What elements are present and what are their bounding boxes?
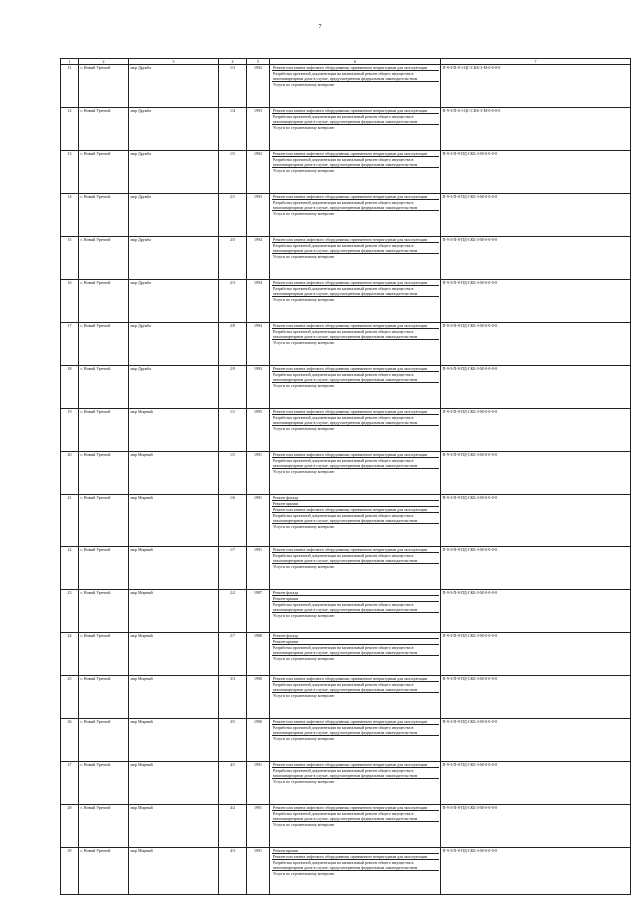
work-item: Разработка проектной документации на капитальный ремонт общего имущества в многоквартирном доме в случае, предусмотренном федеральным законодательством (272, 243, 439, 254)
row-number: 29 (61, 848, 79, 895)
district-cell: мкр Мирный (129, 848, 219, 895)
code-cell: П-9-3-П-8-ПД-СКБ-3-М-0-0-0-0 (441, 366, 631, 409)
work-item: Разработка проектной документации на капитальный ремонт общего имущества в многоквартирном доме в случае, предусмотренном федеральным законодательством (272, 553, 439, 564)
works-cell (270, 452, 441, 495)
work-item: Разработка проектной документации на капитальный ремонт общего имущества в многоквартирном доме в случае, предусмотренном федеральным законодательством (272, 372, 439, 383)
column-number: 3 (129, 59, 219, 65)
table-row (61, 452, 631, 495)
work-item: Услуги по строительному контролю (273, 524, 335, 529)
code-cell: П-9-3-П-8-ПД-СКБ-3-М-0-0-0-0 (441, 409, 631, 452)
code-cell: П-9-3-П-8-1-ЦС-СКБ-3-М-0-0-0-0 (441, 65, 631, 108)
house-number-cell: 3/5 (219, 719, 247, 762)
year-cell: 1988 (247, 633, 270, 676)
works-cell (270, 676, 441, 719)
year-cell: 1993 (247, 194, 270, 237)
row-number: 18 (61, 366, 79, 409)
works-cell (270, 762, 441, 805)
works-cell (270, 633, 441, 676)
work-item: Разработка проектной документации на капитальный ремонт общего имущества в многоквартирном доме в случае, предусмотренном федеральным законодательством (272, 286, 439, 297)
year-cell: 1995 (247, 409, 270, 452)
code-cell: П-9-3-П-8-ПД-СКБ-3-М-0-0-0-0 (441, 633, 631, 676)
district-cell: мкр Дружба (129, 65, 219, 108)
works-cell (270, 547, 441, 590)
work-item: Услуги по строительному контролю (273, 736, 335, 741)
work-item: Разработка проектной документации на капитальный ремонт общего имущества в многоквартирном доме в случае, предусмотренном федеральным законодательством (272, 768, 439, 779)
year-cell: 1990 (247, 719, 270, 762)
house-number-cell: 1/5 (219, 452, 247, 495)
table-row (61, 719, 631, 762)
work-item: Разработка проектной документации на капитальный ремонт общего имущества в многоквартирном доме в случае, предусмотренном федеральным законодательством (272, 811, 439, 822)
work-item: Ремонт или замена лифтового оборудования, признанного непригодным для эксплуатации (272, 323, 439, 329)
year-cell: 1991 (247, 547, 270, 590)
column-number: 1 (61, 59, 79, 65)
district-cell: мкр Мирный (129, 409, 219, 452)
column-number: 6 (270, 59, 441, 65)
work-item: Ремонт или замена лифтового оборудования, признанного непригодным для эксплуатации (272, 194, 439, 200)
work-item: Услуги по строительному контролю (273, 297, 335, 302)
work-item: Разработка проектной документации на капитальный ремонт общего имущества в многоквартирном доме в случае, предусмотренном федеральным законодательством (272, 71, 439, 82)
table-row (61, 633, 631, 676)
year-cell: 1991 (247, 805, 270, 848)
work-item: Ремонт или замена лифтового оборудования, признанного непригодным для эксплуатации (272, 507, 439, 513)
row-number: 12 (61, 108, 79, 151)
city-cell: г. Новый Уренгой (79, 719, 129, 762)
house-number-cell: 2/8 (219, 323, 247, 366)
house-number-cell: 2/9 (219, 366, 247, 409)
year-cell: 1990 (247, 676, 270, 719)
row-number: 27 (61, 762, 79, 805)
code-cell: П-9-3-П-8-ПД-СКБ-3-М-0-0-0-0 (441, 590, 631, 633)
table-row (61, 194, 631, 237)
work-item: Ремонт или замена лифтового оборудования, признанного непригодным для эксплуатации (272, 854, 439, 860)
row-number: 21 (61, 495, 79, 547)
city-cell: г. Новый Уренгой (79, 452, 129, 495)
work-item: Ремонт или замена лифтового оборудования, признанного непригодным для эксплуатации (272, 280, 439, 286)
district-cell: мкр Дружба (129, 366, 219, 409)
works-cell (270, 848, 441, 895)
code-cell: П-9-3-П-8-1-ЦС-СКБ-3-М-0-0-0-0 (441, 108, 631, 151)
row-number: 16 (61, 280, 79, 323)
city-cell: г. Новый Уренгой (79, 194, 129, 237)
work-item: Разработка проектной документации на капитальный ремонт общего имущества в многоквартирном доме в случае, предусмотренном федеральным законодательством (272, 602, 439, 613)
column-number: 5 (247, 59, 270, 65)
works-cell (270, 108, 441, 151)
row-number: 24 (61, 633, 79, 676)
house-number-cell: 3/3 (219, 676, 247, 719)
work-item: Ремонт крыши (272, 596, 439, 602)
work-item: Ремонт или замена лифтового оборудования, признанного непригодным для эксплуатации (272, 452, 439, 458)
district-cell: мкр Дружба (129, 280, 219, 323)
row-number: 25 (61, 676, 79, 719)
table-row (61, 409, 631, 452)
work-item: Разработка проектной документации на капитальный ремонт общего имущества в многоквартирном доме в случае, предусмотренном федеральным законодательством (272, 860, 439, 871)
work-item: Ремонт или замена лифтового оборудования, признанного непригодным для эксплуатации (272, 719, 439, 725)
row-number: 20 (61, 452, 79, 495)
work-item: Услуги по строительному контролю (273, 125, 335, 130)
district-cell: мкр Дружба (129, 108, 219, 151)
works-cell (270, 495, 441, 547)
table-row (61, 280, 631, 323)
row-number: 13 (61, 151, 79, 194)
code-cell: П-9-3-П-8-ПД-СКБ-3-М-0-0-0-0 (441, 848, 631, 895)
work-item: Услуги по строительному контролю (273, 254, 335, 259)
table-body (61, 65, 631, 895)
work-item: Ремонт или замена лифтового оборудования, признанного непригодным для эксплуатации (272, 409, 439, 415)
row-number: 26 (61, 719, 79, 762)
table-row (61, 848, 631, 895)
district-cell: мкр Мирный (129, 805, 219, 848)
works-cell (270, 280, 441, 323)
year-cell: 1991 (247, 762, 270, 805)
house-number-cell: 1/5 (219, 151, 247, 194)
work-item: Услуги по строительному контролю (273, 383, 335, 388)
works-cell (270, 590, 441, 633)
works-cell (270, 805, 441, 848)
house-number-cell: 1/4 (219, 108, 247, 151)
work-item: Разработка проектной документации на капитальный ремонт общего имущества в многоквартирном доме в случае, предусмотренном федеральным законодательством (272, 458, 439, 469)
works-cell (270, 151, 441, 194)
work-item: Услуги по строительному контролю (273, 693, 335, 698)
column-number: 7 (441, 59, 631, 65)
work-item: Разработка проектной документации на капитальный ремонт общего имущества в многоквартирном доме в случае, предусмотренном федеральным законодательством (272, 682, 439, 693)
work-item: Разработка проектной документации на капитальный ремонт общего имущества в многоквартирном доме в случае, предусмотренном федеральным законодательством (272, 725, 439, 736)
district-cell: мкр Дружба (129, 194, 219, 237)
year-cell: 1991 (247, 495, 270, 547)
work-item: Услуги по строительному контролю (273, 564, 335, 569)
work-item: Услуги по строительному контролю (273, 822, 335, 827)
works-cell (270, 237, 441, 280)
code-cell: П-9-3-П-8-ПД-СКБ-3-М-0-0-0-0 (441, 547, 631, 590)
work-item: Услуги по строительному контролю (273, 211, 335, 216)
district-cell: мкр Дружба (129, 237, 219, 280)
table-row (61, 762, 631, 805)
city-cell: г. Новый Уренгой (79, 590, 129, 633)
page-number: 7 (318, 24, 322, 30)
work-item: Ремонт крыши (272, 501, 439, 507)
city-cell: г. Новый Уренгой (79, 237, 129, 280)
district-cell: мкр Мирный (129, 719, 219, 762)
work-item: Ремонт или замена лифтового оборудования, признанного непригодным для эксплуатации (272, 547, 439, 553)
work-item: Ремонт крыши (272, 639, 439, 645)
table-row (61, 805, 631, 848)
column-number: 2 (79, 59, 129, 65)
house-number-cell: 1/3 (219, 65, 247, 108)
row-number: 28 (61, 805, 79, 848)
year-cell: 1994 (247, 280, 270, 323)
district-cell: мкр Дружба (129, 151, 219, 194)
work-item: Услуги по строительному контролю (273, 871, 335, 876)
house-number-cell: 2/2 (219, 590, 247, 633)
house-number-cell: 4/3 (219, 848, 247, 895)
code-cell: П-9-3-П-8-ПД-СКБ-3-М-0-0-0-0 (441, 194, 631, 237)
work-item: Разработка проектной документации на капитальный ремонт общего имущества в многоквартирном доме в случае, предусмотренном федеральным законодательством (272, 114, 439, 125)
year-cell: 1991 (247, 848, 270, 895)
works-cell (270, 366, 441, 409)
code-cell: П-9-3-П-8-ПД-СКБ-3-М-0-0-0-0 (441, 495, 631, 547)
table-row (61, 495, 631, 547)
work-item: Услуги по строительному контролю (273, 656, 335, 661)
work-item: Ремонт или замена лифтового оборудования, признанного непригодным для эксплуатации (272, 108, 439, 114)
city-cell: г. Новый Уренгой (79, 676, 129, 719)
table-row (61, 65, 631, 108)
year-cell: 1991 (247, 452, 270, 495)
row-number: 17 (61, 323, 79, 366)
code-cell: П-9-3-П-8-ПД-СКБ-3-М-0-0-0-0 (441, 805, 631, 848)
year-cell: 1994 (247, 237, 270, 280)
house-number-cell: 4/1 (219, 762, 247, 805)
work-item: Разработка проектной документации на капитальный ремонт общего имущества в многоквартирном доме в случае, предусмотренном федеральным законодательством (272, 513, 439, 524)
year-cell: 1994 (247, 323, 270, 366)
city-cell: г. Новый Уренгой (79, 633, 129, 676)
city-cell: г. Новый Уренгой (79, 762, 129, 805)
works-cell (270, 719, 441, 762)
table-row (61, 366, 631, 409)
table-row (61, 590, 631, 633)
city-cell: г. Новый Уренгой (79, 65, 129, 108)
work-item: Ремонт или замена лифтового оборудования, признанного непригодным для эксплуатации (272, 762, 439, 768)
city-cell: г. Новый Уренгой (79, 409, 129, 452)
work-item: Услуги по строительному контролю (273, 779, 335, 784)
work-item: Ремонт или замена лифтового оборудования, признанного непригодным для эксплуатации (272, 65, 439, 71)
code-cell: П-9-3-П-8-ПД-СКБ-3-М-0-0-0-0 (441, 676, 631, 719)
row-number: 11 (61, 65, 79, 108)
code-cell: П-9-3-П-8-ПД-СКБ-3-М-0-0-0-0 (441, 237, 631, 280)
table-row (61, 108, 631, 151)
house-number-cell: 2/1 (219, 194, 247, 237)
row-number: 19 (61, 409, 79, 452)
district-cell: мкр Мирный (129, 633, 219, 676)
house-number-cell: 4/2 (219, 805, 247, 848)
works-cell (270, 194, 441, 237)
work-item: Услуги по строительному контролю (273, 340, 335, 345)
work-item: Услуги по строительному контролю (273, 469, 335, 474)
table-row (61, 151, 631, 194)
work-item: Ремонт или замена лифтового оборудования, признанного непригодным для эксплуатации (272, 151, 439, 157)
work-item: Разработка проектной документации на капитальный ремонт общего имущества в многоквартирном доме в случае, предусмотренном федеральным законодательством (272, 200, 439, 211)
district-cell: мкр Мирный (129, 676, 219, 719)
work-item: Услуги по строительному контролю (273, 613, 335, 618)
code-cell: П-9-3-П-8-ПД-СКБ-3-М-0-0-0-0 (441, 762, 631, 805)
district-cell: мкр Мирный (129, 547, 219, 590)
code-cell: П-9-3-П-8-ПД-СКБ-3-М-0-0-0-0 (441, 719, 631, 762)
code-cell: П-9-3-П-8-ПД-СКБ-3-М-0-0-0-0 (441, 151, 631, 194)
code-cell: П-9-3-П-8-ПД-СКБ-3-М-0-0-0-0 (441, 452, 631, 495)
work-item: Разработка проектной документации на капитальный ремонт общего имущества в многоквартирном доме в случае, предусмотренном федеральным законодательством (272, 157, 439, 168)
repair-register-table (60, 58, 631, 895)
code-cell: П-9-3-П-8-ПД-СКБ-3-М-0-0-0-0 (441, 280, 631, 323)
row-number: 14 (61, 194, 79, 237)
work-item: Ремонт или замена лифтового оборудования, признанного непригодным для эксплуатации (272, 237, 439, 243)
work-item: Ремонт или замена лифтового оборудования, признанного непригодным для эксплуатации (272, 676, 439, 682)
city-cell: г. Новый Уренгой (79, 495, 129, 547)
city-cell: г. Новый Уренгой (79, 805, 129, 848)
house-number-cell: 2/5 (219, 237, 247, 280)
district-cell: мкр Мирный (129, 495, 219, 547)
work-item: Ремонт фасада (272, 590, 439, 596)
row-number: 23 (61, 590, 79, 633)
works-cell (270, 409, 441, 452)
table-row (61, 676, 631, 719)
city-cell: г. Новый Уренгой (79, 848, 129, 895)
work-item: Разработка проектной документации на капитальный ремонт общего имущества в многоквартирном доме в случае, предусмотренном федеральным законодательством (272, 329, 439, 340)
house-number-cell: 2/3 (219, 280, 247, 323)
year-cell: 1987 (247, 590, 270, 633)
city-cell: г. Новый Уренгой (79, 108, 129, 151)
city-cell: г. Новый Уренгой (79, 323, 129, 366)
table-row (61, 323, 631, 366)
table-row (61, 237, 631, 280)
work-item: Услуги по строительному контролю (273, 168, 335, 173)
city-cell: г. Новый Уренгой (79, 280, 129, 323)
work-item: Ремонт фасада (272, 633, 439, 639)
work-item: Ремонт или замена лифтового оборудования, признанного непригодным для эксплуатации (272, 805, 439, 811)
work-item: Разработка проектной документации на капитальный ремонт общего имущества в многоквартирном доме в случае, предусмотренном федеральным законодательством (272, 415, 439, 426)
year-cell: 1992 (247, 65, 270, 108)
district-cell: мкр Мирный (129, 452, 219, 495)
house-number-cell: 1/7 (219, 547, 247, 590)
work-item: Ремонт фасада (272, 495, 439, 501)
column-number: 4 (219, 59, 247, 65)
work-item: Ремонт крыши (272, 848, 439, 854)
district-cell: мкр Мирный (129, 762, 219, 805)
house-number-cell: 2/7 (219, 633, 247, 676)
works-cell (270, 65, 441, 108)
year-cell: 1993 (247, 108, 270, 151)
work-item: Услуги по строительному контролю (273, 82, 335, 87)
year-cell: 1993 (247, 366, 270, 409)
city-cell: г. Новый Уренгой (79, 151, 129, 194)
work-item: Услуги по строительному контролю (273, 426, 335, 431)
district-cell: мкр Дружба (129, 323, 219, 366)
work-item: Ремонт или замена лифтового оборудования, признанного непригодным для эксплуатации (272, 366, 439, 372)
work-item: Разработка проектной документации на капитальный ремонт общего имущества в многоквартирном доме в случае, предусмотренном федеральным законодательством (272, 645, 439, 656)
house-number-cell: 1/6 (219, 495, 247, 547)
city-cell: г. Новый Уренгой (79, 547, 129, 590)
house-number-cell: 1/1 (219, 409, 247, 452)
district-cell: мкр Мирный (129, 590, 219, 633)
row-number: 22 (61, 547, 79, 590)
year-cell: 1992 (247, 151, 270, 194)
code-cell: П-9-3-П-8-ПД-СКБ-3-М-0-0-0-0 (441, 323, 631, 366)
table-row (61, 547, 631, 590)
works-cell (270, 323, 441, 366)
row-number: 15 (61, 237, 79, 280)
city-cell: г. Новый Уренгой (79, 366, 129, 409)
